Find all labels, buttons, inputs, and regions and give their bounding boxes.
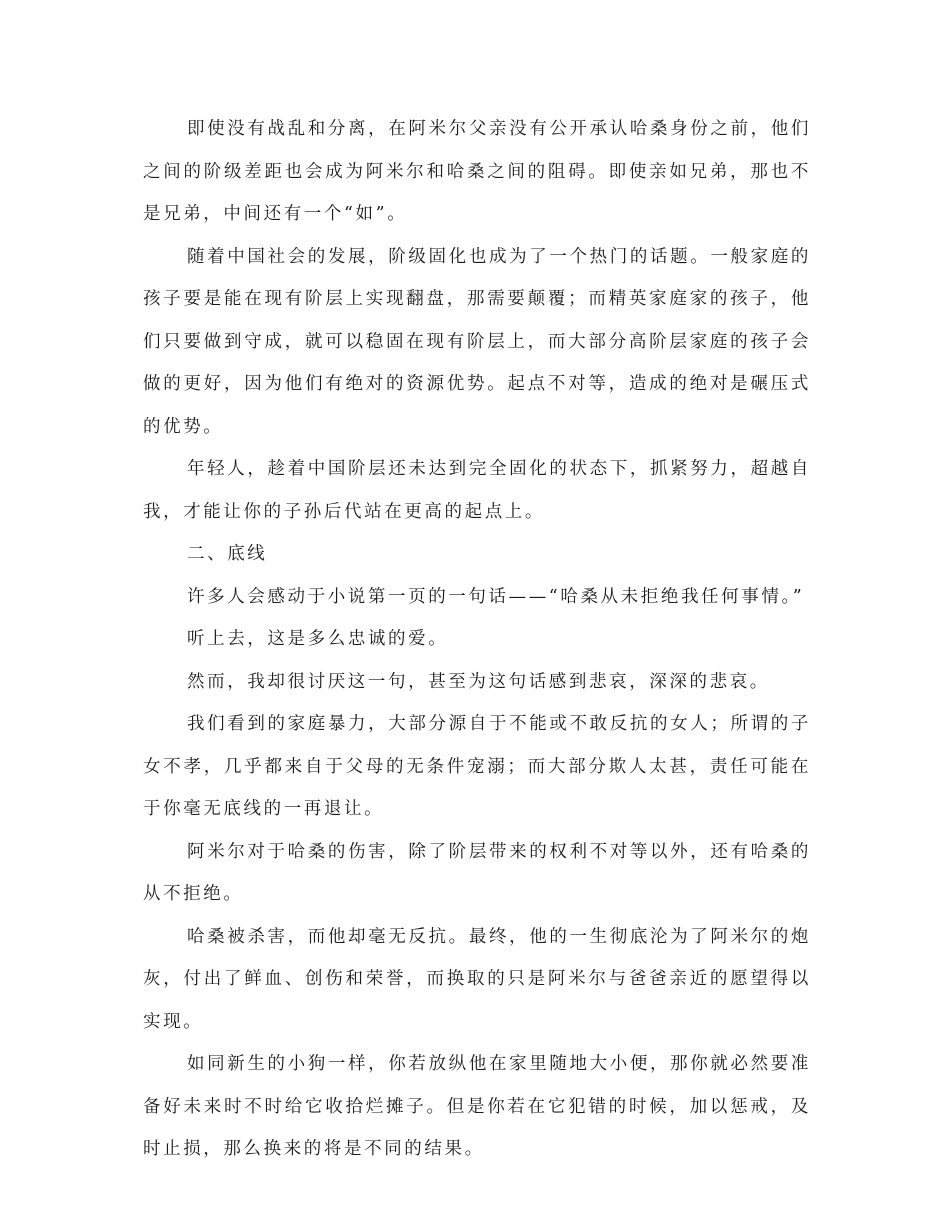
paragraph: 我们看到的家庭暴力，大部分源自于不能或不敢反抗的女人；所谓的子女不孝，几乎都来自于父母的无条件宠溺；而大部分欺人太甚，责任可能在于你毫无底线的一再退让。 xyxy=(143,714,811,819)
paragraph: 然而，我却很讨厌这一句，甚至为这句话感到悲哀，深深的悲哀。 xyxy=(187,671,770,692)
paragraph: 哈桑被杀害，而他却毫无反抗。最终，他的一生彻底沦为了阿米尔的炮灰，付出了鲜血、创伤和荣誉，而换取的只是阿米尔与爸爸亲近的愿望得以实现。 xyxy=(143,926,811,1032)
paragraph: 许多人会感动于小说第一页的一句话——“哈桑从未拒绝我任何事情。” xyxy=(187,586,805,607)
section-heading: 二、底线 xyxy=(187,544,268,564)
paragraph: 听上去，这是多么忠诚的爱。 xyxy=(187,629,449,649)
document-page xyxy=(143,108,811,1171)
paragraph: 随着中国社会的发展，阶级固化也成为了一个热门的话题。一般家庭的孩子要是能在现有阶层上实现翻盘，那需要颠覆；而精英家庭家的孩子，他们只要做到守成，就可以稳固在现有阶层上，而大部分高阶层家庭的孩子会做的更好，因为他们有绝对的资源优势。起点不对等，造成的绝对是碾压式的优势。 xyxy=(143,246,811,437)
paragraph: 即使没有战乱和分离，在阿米尔父亲没有公开承认哈桑身份之前，他们之间的阶级差距也会成为阿米尔和哈桑之间的阻碍。即使亲如兄弟，那也不是兄弟，中间还有一个“如”。 xyxy=(143,119,811,224)
paragraph: 如同新生的小狗一样，你若放纵他在家里随地大小便，那你就必然要准备好未来时不时给它收拾烂摊子。但是你若在它犯错的时候，加以惩戒，及时止损，那么换来的将是不同的结果。 xyxy=(143,1054,811,1159)
paragraph: 年轻人，趁着中国阶层还未达到完全固化的状态下，抓紧努力，超越自我，才能让你的子孙后代站在更高的起点上。 xyxy=(143,459,811,522)
paragraph: 阿米尔对于哈桑的伤害，除了阶层带来的权利不对等以外，还有哈桑的从不拒绝。 xyxy=(143,841,811,904)
